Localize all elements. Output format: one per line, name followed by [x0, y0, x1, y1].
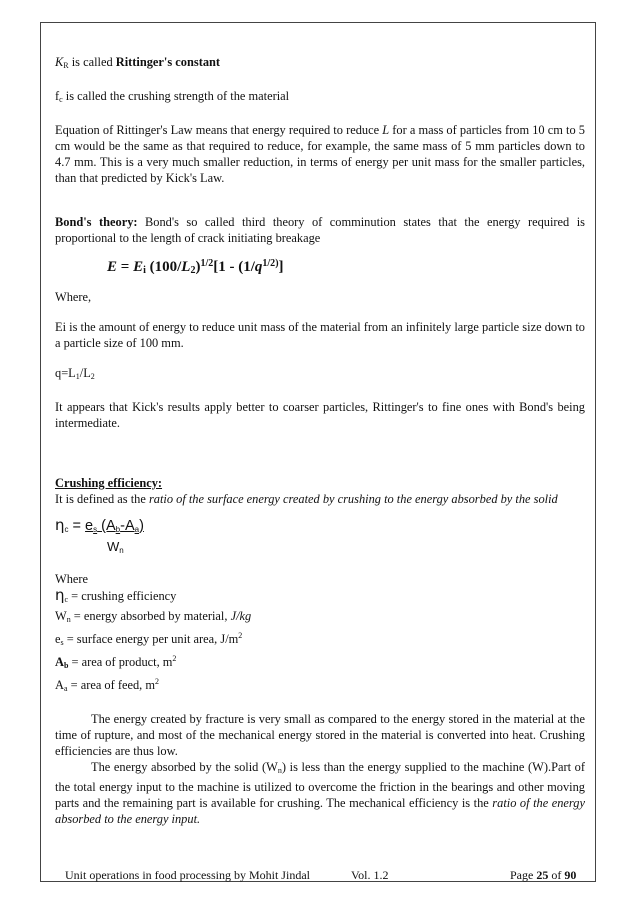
bond-formula: $E = E_i$ $(100/L_2)^{1/2}[1 - (1/q^{1/2)}]$ — [107, 258, 284, 276]
efficiency-formula-numerator: $\eta_c = e_s$ $(A_b-A_a)$ — [55, 516, 144, 534]
efficiency-formula-denominator: $W_n$ — [107, 539, 124, 555]
crushing-efficiency-heading: Crushing efficiency: — [55, 476, 163, 490]
where-label-1: Where, — [55, 290, 92, 304]
es-definition: $e_s$ = surface energy per unit area, $J/m^2$ — [55, 631, 243, 647]
footer-book-title: Unit operations in food processing by Mohit Jindal — [65, 868, 310, 882]
fracture-energy-paragraph: The energy created by fracture is very small as compared to the energy stored in the material at the time of rupture, and most of the mechanical energy stored in the material is converted into heat. Crushing efficiencies are thus low. — [55, 712, 585, 758]
footer-page-number: Page 25 of 90 — [510, 868, 577, 882]
ab-definition: $A_b$ = area of product, $m^2$ — [55, 654, 177, 670]
bond-theory-paragraph: Bond's theory: Bond's so called third theory of comminution states that the energy required is proportional to the length of crack initiating breakage — [55, 215, 585, 245]
fc-definition: $f_c$ is called the crushing strength of the material — [55, 89, 290, 104]
aa-definition: $A_a$ = area of feed, $m^2$ — [55, 677, 159, 693]
kr-definition: $K_R$ is called Rittinger's constant — [55, 55, 221, 70]
rittinger-paragraph: Equation of Rittinger's Law means that energy required to reduce L for a mass of particles from 10 cm to 5 cm would be the same as that required to reduce, for example, the same mass of 5 mm particles down to 4.7 mm. This is a very much smaller reduction, in terms of energy per unit mass for the smaller particles, than that predicted by Kick's Law. — [55, 123, 585, 185]
ei-definition: Ei is the amount of energy to reduce unit mass of the material from an infinitely large particle size down to a particle size of 100 mm. — [55, 320, 585, 350]
eta-definition: $\eta_c$ = crushing efficiency — [55, 586, 177, 604]
kick-remark: It appears that Kick's results apply better to coarser particles, Rittinger's to fine ones with Bond's being intermediate. — [55, 400, 585, 430]
mechanical-efficiency-paragraph: The energy absorbed by the solid $(W_n)$ is less than the energy supplied to the machine (W).Part of the total energy input to the machine is utilized to overcome the friction in the bearings and other moving parts and the remaining part is available for crushing. The mechanical efficiency is the ratio of the energy absorbed to the energy input. — [55, 760, 585, 826]
page-body — [55, 50, 585, 827]
crushing-efficiency-intro: It is defined as the ratio of the surface energy created by crushing to the energy absorbed by the solid — [55, 492, 558, 506]
q-definition: $q=L_1/L_2$ — [55, 366, 95, 381]
where-label-2: Where — [55, 572, 89, 586]
wn-definition: $W_n$ = energy absorbed by material, J/kg — [55, 609, 252, 624]
efficiency-formula — [55, 517, 585, 559]
footer-volume: Vol. 1.2 — [351, 868, 389, 882]
symbol-definitions — [55, 587, 585, 697]
